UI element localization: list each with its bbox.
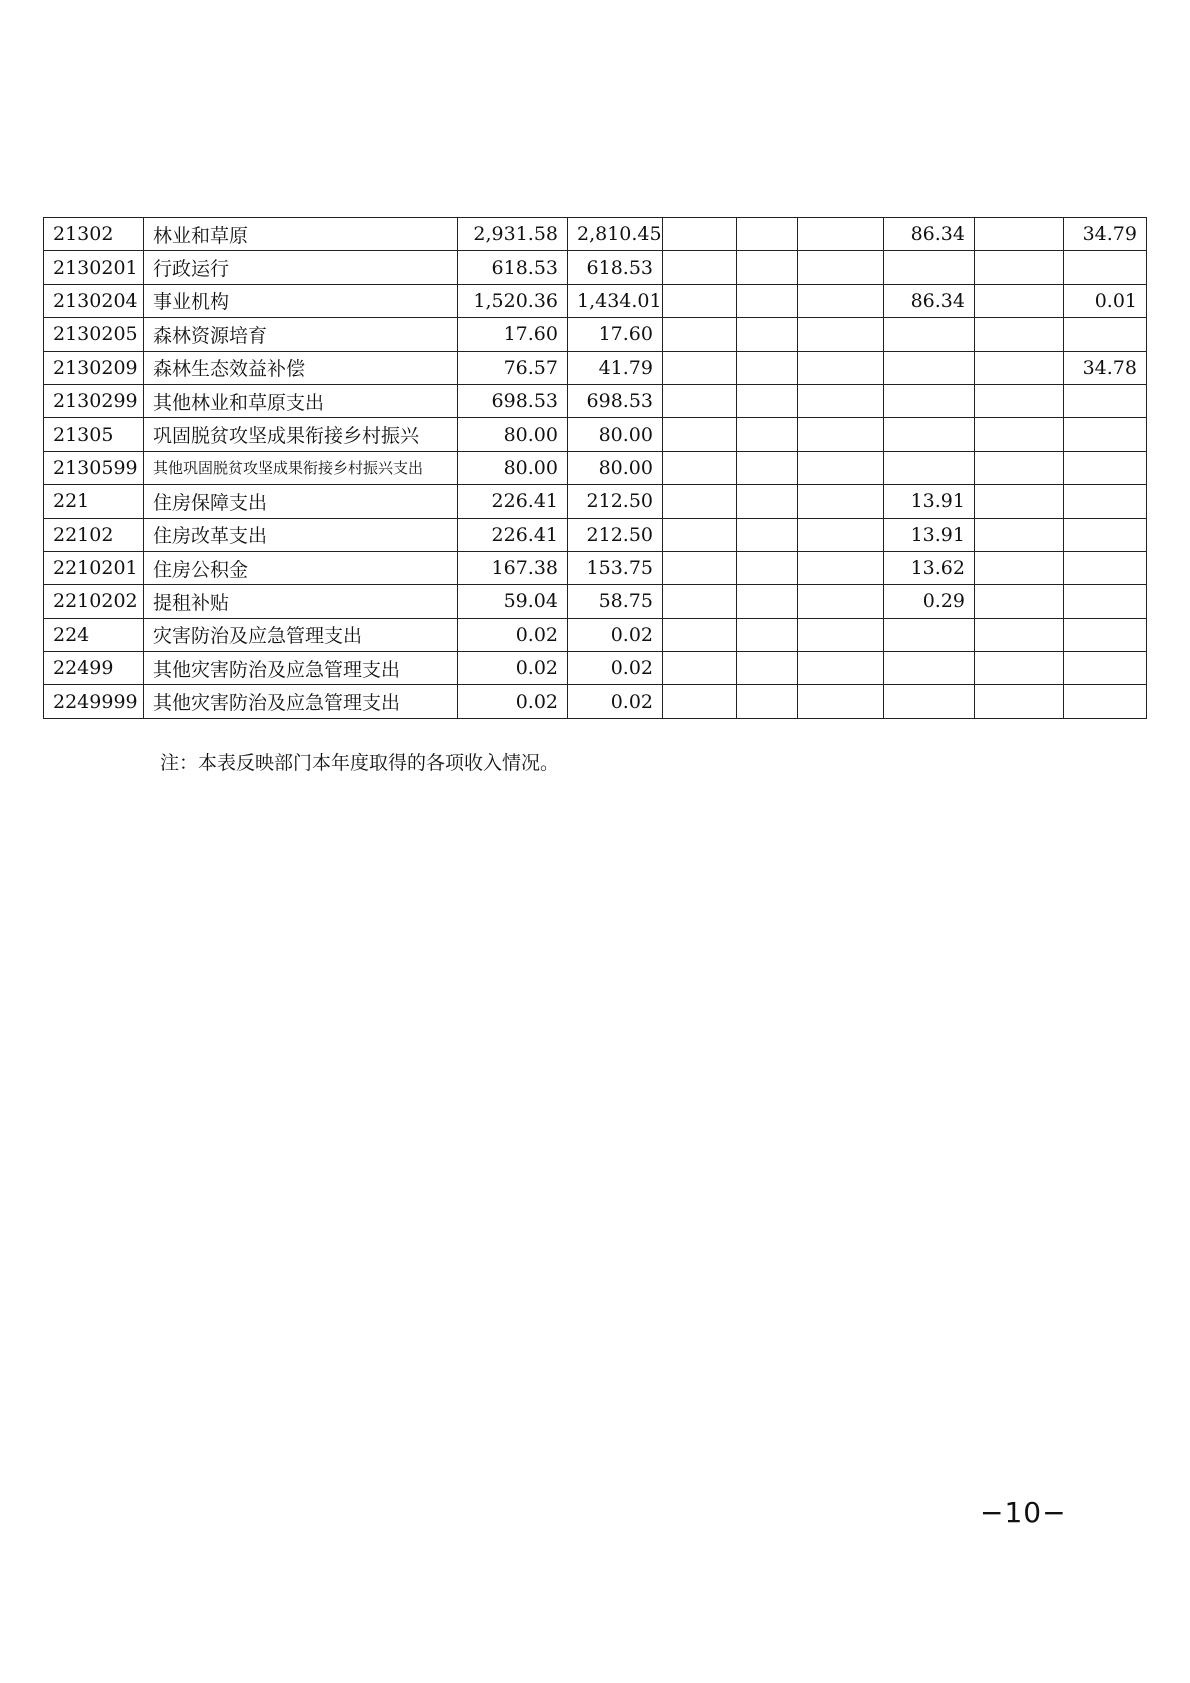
subject-code-cell: 2130209 [44, 351, 144, 384]
amount-cell [1064, 652, 1147, 685]
amount-cell [1064, 551, 1147, 584]
amount-cell: 618.53 [568, 251, 663, 284]
amount-cell [884, 418, 975, 451]
amount-cell: 0.02 [458, 618, 568, 651]
amount-cell [798, 485, 884, 518]
table-row [44, 251, 1147, 284]
amount-cell [737, 351, 798, 384]
amount-cell [1064, 618, 1147, 651]
amount-cell: 13.91 [884, 518, 975, 551]
amount-cell [737, 485, 798, 518]
amount-cell [798, 351, 884, 384]
amount-cell [1064, 685, 1147, 718]
amount-cell [975, 485, 1064, 518]
subject-code-cell: 22499 [44, 652, 144, 685]
amount-cell [798, 685, 884, 718]
amount-cell [1064, 251, 1147, 284]
amount-cell [884, 451, 975, 484]
subject-code-cell: 2130201 [44, 251, 144, 284]
subject-name-cell: 提租补贴 [144, 585, 458, 618]
table-row [44, 518, 1147, 551]
subject-code-cell: 2130599 [44, 451, 144, 484]
subject-name-cell: 住房改革支出 [144, 518, 458, 551]
amount-cell [975, 284, 1064, 317]
subject-code-cell: 224 [44, 618, 144, 651]
amount-cell [798, 418, 884, 451]
subject-name-cell: 事业机构 [144, 284, 458, 317]
table-row [44, 218, 1147, 251]
subject-name-cell: 其他林业和草原支出 [144, 384, 458, 417]
amount-cell [1064, 451, 1147, 484]
amount-cell: 212.50 [568, 518, 663, 551]
amount-cell [975, 451, 1064, 484]
amount-cell [798, 618, 884, 651]
amount-cell [798, 652, 884, 685]
amount-cell: 2,931.58 [458, 218, 568, 251]
table-row [44, 384, 1147, 417]
subject-name-cell: 森林资源培育 [144, 318, 458, 351]
subject-code-cell: 21305 [44, 418, 144, 451]
amount-cell [798, 518, 884, 551]
amount-cell: 34.78 [1064, 351, 1147, 384]
amount-cell [884, 251, 975, 284]
amount-cell [737, 551, 798, 584]
amount-cell [663, 585, 737, 618]
amount-cell [663, 284, 737, 317]
amount-cell [1064, 318, 1147, 351]
amount-cell [798, 384, 884, 417]
amount-cell [663, 451, 737, 484]
amount-cell [884, 318, 975, 351]
table-row [44, 485, 1147, 518]
subject-code-cell: 221 [44, 485, 144, 518]
amount-cell [798, 251, 884, 284]
table-row [44, 652, 1147, 685]
amount-cell [737, 384, 798, 417]
amount-cell [1064, 485, 1147, 518]
subject-code-cell: 2130205 [44, 318, 144, 351]
amount-cell [975, 318, 1064, 351]
amount-cell [884, 685, 975, 718]
table-row [44, 551, 1147, 584]
subject-name-cell: 其他灾害防治及应急管理支出 [144, 685, 458, 718]
amount-cell: 13.91 [884, 485, 975, 518]
subject-code-cell: 21302 [44, 218, 144, 251]
amount-cell [737, 284, 798, 317]
table-row [44, 585, 1147, 618]
amount-cell [884, 618, 975, 651]
amount-cell: 34.79 [1064, 218, 1147, 251]
amount-cell: 226.41 [458, 518, 568, 551]
amount-cell: 80.00 [568, 418, 663, 451]
amount-cell [737, 652, 798, 685]
amount-cell [663, 351, 737, 384]
subject-code-cell: 2210201 [44, 551, 144, 584]
amount-cell: 153.75 [568, 551, 663, 584]
amount-cell: 0.29 [884, 585, 975, 618]
amount-cell [975, 652, 1064, 685]
amount-cell: 0.02 [568, 618, 663, 651]
amount-cell [975, 585, 1064, 618]
amount-cell [663, 652, 737, 685]
amount-cell [975, 418, 1064, 451]
amount-cell: 80.00 [458, 418, 568, 451]
amount-cell [663, 618, 737, 651]
amount-cell [975, 618, 1064, 651]
table-row [44, 685, 1147, 718]
subject-code-cell: 2249999 [44, 685, 144, 718]
amount-cell [975, 218, 1064, 251]
amount-cell: 212.50 [568, 485, 663, 518]
amount-cell: 13.62 [884, 551, 975, 584]
amount-cell [663, 218, 737, 251]
amount-cell: 80.00 [568, 451, 663, 484]
amount-cell [884, 351, 975, 384]
page-number: −10− [980, 1496, 1067, 1529]
amount-cell [663, 518, 737, 551]
amount-cell: 0.02 [568, 685, 663, 718]
amount-cell: 698.53 [568, 384, 663, 417]
income-table [43, 217, 1147, 719]
amount-cell [663, 318, 737, 351]
amount-cell: 0.02 [568, 652, 663, 685]
table-body [44, 218, 1147, 719]
amount-cell: 59.04 [458, 585, 568, 618]
amount-cell [737, 251, 798, 284]
amount-cell [1064, 418, 1147, 451]
amount-cell [663, 384, 737, 417]
amount-cell [798, 585, 884, 618]
table-row [44, 451, 1147, 484]
amount-cell [884, 384, 975, 417]
subject-code-cell: 2130204 [44, 284, 144, 317]
subject-name-cell: 其他巩固脱贫攻坚成果衔接乡村振兴支出 [144, 451, 458, 484]
amount-cell [975, 551, 1064, 584]
table-row [44, 418, 1147, 451]
amount-cell: 58.75 [568, 585, 663, 618]
amount-cell: 0.02 [458, 685, 568, 718]
amount-cell [975, 384, 1064, 417]
amount-cell: 76.57 [458, 351, 568, 384]
amount-cell: 17.60 [458, 318, 568, 351]
subject-name-cell: 住房公积金 [144, 551, 458, 584]
amount-cell [737, 318, 798, 351]
amount-cell [975, 351, 1064, 384]
amount-cell [663, 485, 737, 518]
amount-cell [884, 652, 975, 685]
amount-cell: 41.79 [568, 351, 663, 384]
subject-code-cell: 2130299 [44, 384, 144, 417]
amount-cell [663, 251, 737, 284]
subject-name-cell: 灾害防治及应急管理支出 [144, 618, 458, 651]
amount-cell [798, 284, 884, 317]
amount-cell: 167.38 [458, 551, 568, 584]
amount-cell [975, 518, 1064, 551]
amount-cell [663, 551, 737, 584]
table-note: 注：本表反映部门本年度取得的各项收入情况。 [160, 752, 560, 774]
amount-cell [663, 418, 737, 451]
amount-cell [975, 251, 1064, 284]
amount-cell: 226.41 [458, 485, 568, 518]
subject-code-cell: 2210202 [44, 585, 144, 618]
subject-name-cell: 林业和草原 [144, 218, 458, 251]
amount-cell [737, 618, 798, 651]
subject-name-cell: 住房保障支出 [144, 485, 458, 518]
amount-cell: 0.02 [458, 652, 568, 685]
amount-cell: 1,520.36 [458, 284, 568, 317]
amount-cell [1064, 518, 1147, 551]
income-table-container [43, 217, 1146, 719]
amount-cell: 698.53 [458, 384, 568, 417]
amount-cell: 2,810.45 [568, 218, 663, 251]
amount-cell [737, 451, 798, 484]
amount-cell [798, 218, 884, 251]
amount-cell [1064, 384, 1147, 417]
amount-cell: 80.00 [458, 451, 568, 484]
amount-cell [737, 218, 798, 251]
amount-cell [737, 518, 798, 551]
amount-cell: 1,434.01 [568, 284, 663, 317]
amount-cell [737, 418, 798, 451]
amount-cell [798, 318, 884, 351]
amount-cell: 0.01 [1064, 284, 1147, 317]
subject-name-cell: 巩固脱贫攻坚成果衔接乡村振兴 [144, 418, 458, 451]
amount-cell [737, 585, 798, 618]
subject-name-cell: 森林生态效益补偿 [144, 351, 458, 384]
amount-cell [798, 551, 884, 584]
subject-code-cell: 22102 [44, 518, 144, 551]
subject-name-cell: 其他灾害防治及应急管理支出 [144, 652, 458, 685]
amount-cell [1064, 585, 1147, 618]
amount-cell: 17.60 [568, 318, 663, 351]
amount-cell [737, 685, 798, 718]
amount-cell: 618.53 [458, 251, 568, 284]
amount-cell [798, 451, 884, 484]
table-row [44, 318, 1147, 351]
table-row [44, 351, 1147, 384]
subject-name-cell: 行政运行 [144, 251, 458, 284]
table-row [44, 618, 1147, 651]
table-row [44, 284, 1147, 317]
amount-cell: 86.34 [884, 284, 975, 317]
amount-cell: 86.34 [884, 218, 975, 251]
amount-cell [975, 685, 1064, 718]
amount-cell [663, 685, 737, 718]
